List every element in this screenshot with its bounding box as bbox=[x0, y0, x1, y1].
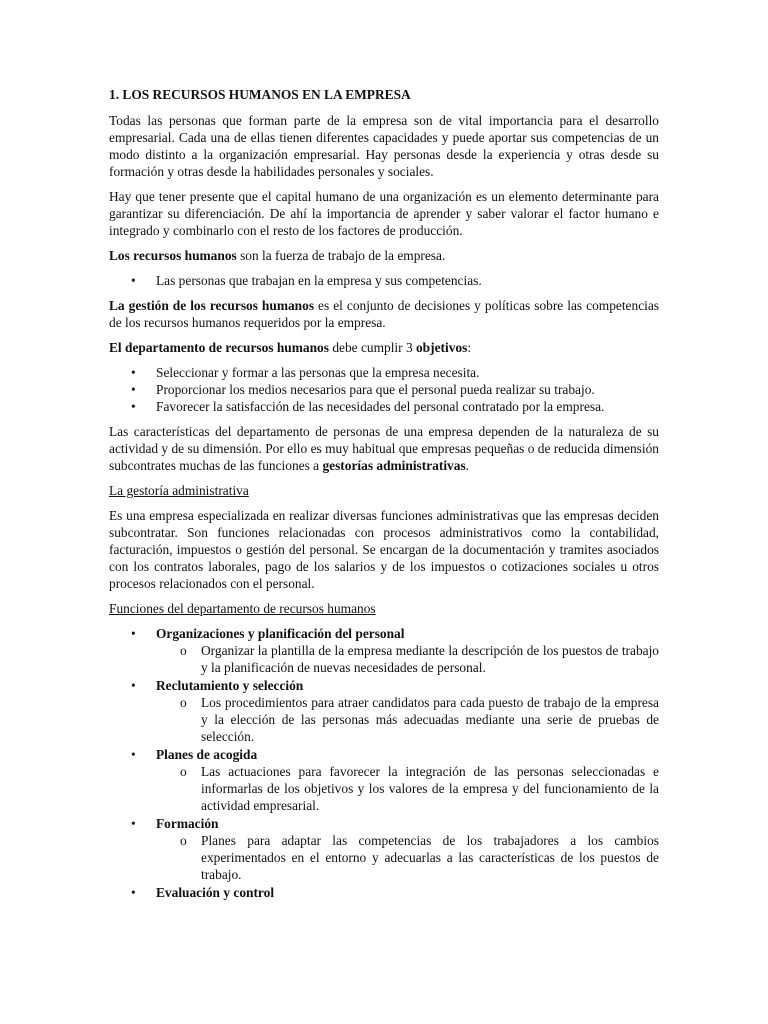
funcion-item bbox=[109, 746, 659, 814]
bullet-icon: • bbox=[131, 747, 136, 762]
bullet-icon: • bbox=[131, 885, 136, 900]
term-departamento: El departamento de recursos humanos bbox=[109, 340, 329, 355]
circle-bullet-icon: o bbox=[180, 833, 187, 848]
term-gestorias: gestorías administrativas bbox=[322, 458, 466, 473]
list-item: • Seleccionar y formar a las personas que la empresa necesita. bbox=[109, 364, 659, 381]
funcion-title: Planes de acogida bbox=[156, 747, 258, 762]
term-gestion: La gestión de los recursos humanos bbox=[109, 298, 315, 313]
funcion-item bbox=[109, 884, 659, 901]
document-page bbox=[109, 86, 659, 902]
bullet-list-objetivos bbox=[109, 364, 659, 415]
funciones-list bbox=[109, 625, 659, 901]
paragraph-gestoria: Es una empresa especializada en realizar diversas funciones administrativas que las empresas deciden subcontratar. Son funciones relacionadas con procesos administrativos como la contabilidad, facturación, impuestos o gestión del personal. Se encargan de la documentación y tramites asociados con los contratos laborales, pago de los salarios y de los impuestos o cotizaciones sociales u otros procesos relacionados con el personal. bbox=[109, 508, 659, 591]
funcion-desc: o Las actuaciones para favorecer la integración de las personas seleccionadas e informarlas de los objetivos y los valores de la empresa y del funcionamiento de la actividad empresarial. bbox=[180, 764, 659, 813]
bullet-icon: • bbox=[131, 816, 136, 831]
paragraph-departamento: El departamento de recursos humanos debe cumplir 3 objetivos: bbox=[109, 340, 472, 355]
subheading-gestoria: La gestoría administrativa bbox=[109, 483, 249, 498]
term-recursos-humanos: Los recursos humanos bbox=[109, 248, 237, 263]
funcion-item bbox=[109, 677, 659, 745]
circle-bullet-icon: o bbox=[180, 695, 187, 710]
paragraph-intro: Todas las personas que forman parte de la empresa son de vital importancia para el desarrollo empresarial. Cada una de ellas tienen diferentes capacidades y puede aportar sus competencias de un modo distinto a la organización empresarial. Hay personas desde la experiencia y otras desde su formación y otras desde la habilidades personales y sociales. bbox=[109, 113, 659, 179]
circle-bullet-icon: o bbox=[180, 764, 187, 779]
bullet-icon: • bbox=[131, 678, 136, 693]
bullet-list-personas bbox=[109, 272, 659, 289]
paragraph-gestion: La gestión de los recursos humanos es el conjunto de decisiones y políticas sobre las competencias de los recursos humanos requeridos por la empresa. bbox=[109, 298, 660, 330]
funcion-item bbox=[109, 815, 659, 883]
circle-bullet-icon: o bbox=[180, 643, 187, 658]
funcion-title: Reclutamiento y selección bbox=[156, 678, 304, 693]
subheading-funciones: Funciones del departamento de recursos humanos bbox=[109, 601, 376, 616]
funcion-title: Formación bbox=[156, 816, 219, 831]
funcion-title: Evaluación y control bbox=[156, 885, 275, 900]
section-title: 1. LOS RECURSOS HUMANOS EN LA EMPRESA bbox=[109, 87, 411, 102]
paragraph-caracteristicas: Las características del departamento de personas de una empresa dependen de la naturaleza de su actividad y de su dimensión. Por ello es muy habitual que empresas pequeñas o de reducida dimensión subcontrates muchas de las funciones a gestorías administrativas. bbox=[109, 424, 659, 473]
bullet-icon: • bbox=[131, 626, 136, 641]
list-item: • Proporcionar los medios necesarios para que el personal pueda realizar su trabajo. bbox=[109, 381, 659, 398]
funcion-desc: o Los procedimientos para atraer candidatos para cada puesto de trabajo de la empresa y la elección de las personas más adecuadas mediante una serie de pruebas de selección. bbox=[180, 695, 659, 744]
funcion-desc: o Planes para adaptar las competencias de los trabajadores a los cambios experimentados en el entorno y adecuarlas a las características de los puestos de trabajo. bbox=[180, 833, 659, 882]
list-item: • Las personas que trabajan en la empresa y sus competencias. bbox=[109, 272, 659, 289]
term-objetivos: objetivos bbox=[415, 340, 468, 355]
funcion-title: Organizaciones y planificación del personal bbox=[156, 626, 405, 641]
paragraph-recursos-humanos: Los recursos humanos son la fuerza de trabajo de la empresa. bbox=[109, 248, 446, 263]
funcion-item bbox=[109, 625, 659, 676]
paragraph-capital-humano: Hay que tener presente que el capital humano de una organización es un elemento determinante para garantizar su diferenciación. De ahí la importancia de aprender y saber valorar el factor humano e integrado y combinarlo con el resto de los factores de producción. bbox=[109, 189, 659, 238]
list-item: • Favorecer la satisfacción de las necesidades del personal contratado por la empresa. bbox=[109, 398, 659, 415]
funcion-desc: o Organizar la plantilla de la empresa mediante la descripción de los puestos de trabajo y la planificación de nuevas necesidades de personal. bbox=[180, 643, 659, 675]
